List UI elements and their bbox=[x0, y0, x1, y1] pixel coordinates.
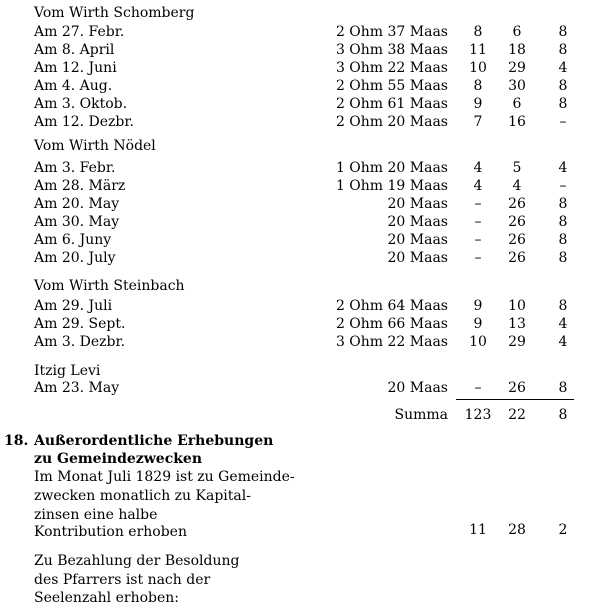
paragraph-value-b: 28 bbox=[508, 522, 526, 538]
entry-value-c: 8 bbox=[558, 250, 568, 266]
entry-value-b: 13 bbox=[508, 316, 526, 332]
entry-quantity: 20 Maas bbox=[387, 232, 448, 248]
entry-quantity: 2 Ohm 37 Maas bbox=[335, 24, 448, 40]
group-heading: Vom Wirth Nödel bbox=[34, 138, 156, 154]
entry-value-a: – bbox=[474, 250, 482, 266]
entry-quantity: 2 Ohm 64 Maas bbox=[335, 298, 448, 314]
entry-value-b: 29 bbox=[508, 60, 526, 76]
entry-value-a: – bbox=[474, 214, 482, 230]
entry-value-b: 16 bbox=[508, 114, 526, 130]
summa-value-a: 123 bbox=[464, 407, 492, 423]
entry-value-c: 8 bbox=[558, 298, 568, 314]
entry-quantity: 2 Ohm 66 Maas bbox=[335, 316, 448, 332]
section-number: 18. bbox=[4, 433, 29, 449]
entry-value-b: 26 bbox=[508, 250, 526, 266]
entry-value-c: 8 bbox=[558, 78, 568, 94]
entry-value-c: 8 bbox=[558, 214, 568, 230]
entry-value-a: – bbox=[474, 380, 482, 396]
entry-value-b: 26 bbox=[508, 232, 526, 248]
entry-value-a: 8 bbox=[473, 78, 483, 94]
entry-quantity: 3 Ohm 22 Maas bbox=[335, 334, 448, 350]
entry-quantity: 20 Maas bbox=[387, 214, 448, 230]
entry-value-a: – bbox=[474, 232, 482, 248]
entry-value-c: 8 bbox=[558, 24, 568, 40]
paragraph-line: Kontribution erhoben bbox=[34, 524, 187, 540]
entry-value-a: 9 bbox=[473, 96, 483, 112]
entry-quantity: 2 Ohm 20 Maas bbox=[335, 114, 448, 130]
entry-value-b: 26 bbox=[508, 214, 526, 230]
entry-value-c: – bbox=[559, 178, 567, 194]
entry-value-c: 8 bbox=[558, 196, 568, 212]
entry-value-b: 6 bbox=[512, 24, 522, 40]
entry-value-a: 9 bbox=[473, 316, 483, 332]
group-heading: Itzig Levi bbox=[34, 363, 101, 379]
entry-value-c: 4 bbox=[558, 316, 568, 332]
entry-date: Am 29. Sept. bbox=[34, 316, 126, 332]
entry-value-b: 5 bbox=[512, 160, 522, 176]
entry-value-b: 30 bbox=[508, 78, 526, 94]
paragraph-line: Zu Bezahlung der Besoldung bbox=[34, 553, 240, 569]
group-heading: Vom Wirth Steinbach bbox=[34, 278, 185, 294]
entry-value-b: 18 bbox=[508, 42, 526, 58]
paragraph-line: Seelenzahl erhoben: bbox=[34, 590, 180, 606]
entry-value-c: 8 bbox=[558, 380, 568, 396]
entry-date: Am 8. April bbox=[34, 42, 115, 58]
sum-rule bbox=[456, 399, 574, 400]
summa-label: Summa bbox=[394, 407, 448, 423]
entry-value-a: 7 bbox=[473, 114, 483, 130]
entry-date: Am 29. Juli bbox=[34, 298, 113, 314]
entry-value-b: 10 bbox=[508, 298, 526, 314]
entry-value-a: – bbox=[474, 196, 482, 212]
entry-value-b: 6 bbox=[512, 96, 522, 112]
entry-quantity: 20 Maas bbox=[387, 380, 448, 396]
entry-date: Am 23. May bbox=[34, 380, 120, 396]
entry-value-a: 10 bbox=[469, 334, 487, 350]
paragraph-line: zwecken monatlich zu Kapital- bbox=[34, 488, 251, 504]
entry-date: Am 20. May bbox=[34, 196, 120, 212]
entry-quantity: 1 Ohm 20 Maas bbox=[335, 160, 448, 176]
entry-value-a: 8 bbox=[473, 24, 483, 40]
entry-value-b: 26 bbox=[508, 196, 526, 212]
entry-quantity: 1 Ohm 19 Maas bbox=[335, 178, 448, 194]
entry-value-c: 4 bbox=[558, 160, 568, 176]
entry-value-b: 4 bbox=[512, 178, 522, 194]
entry-date: Am 12. Dezbr. bbox=[34, 114, 135, 130]
entry-value-b: 29 bbox=[508, 334, 526, 350]
entry-date: Am 3. Oktob. bbox=[34, 96, 128, 112]
entry-value-c: 8 bbox=[558, 42, 568, 58]
entry-date: Am 4. Aug. bbox=[34, 78, 113, 94]
entry-value-b: 26 bbox=[508, 380, 526, 396]
paragraph-value-a: 11 bbox=[469, 522, 487, 538]
entry-date: Am 27. Febr. bbox=[34, 24, 125, 40]
section-title-line-2: zu Gemeindezwecken bbox=[34, 451, 202, 467]
entry-date: Am 30. May bbox=[34, 214, 120, 230]
entry-value-a: 4 bbox=[473, 178, 483, 194]
paragraph-line: Im Monat Juli 1829 ist zu Gemeinde- bbox=[34, 469, 295, 485]
summa-value-b: 22 bbox=[508, 407, 526, 423]
entry-value-a: 4 bbox=[473, 160, 483, 176]
paragraph-line: zinsen eine halbe bbox=[34, 507, 158, 523]
entry-date: Am 3. Febr. bbox=[34, 160, 116, 176]
entry-value-c: 4 bbox=[558, 334, 568, 350]
entry-value-a: 11 bbox=[469, 42, 487, 58]
entry-quantity: 20 Maas bbox=[387, 196, 448, 212]
entry-value-c: – bbox=[559, 114, 567, 130]
entry-quantity: 3 Ohm 22 Maas bbox=[335, 60, 448, 76]
section-title-line-1: Außerordentliche Erhebungen bbox=[34, 433, 274, 449]
entry-value-a: 9 bbox=[473, 298, 483, 314]
entry-date: Am 20. July bbox=[34, 250, 116, 266]
entry-quantity: 2 Ohm 61 Maas bbox=[335, 96, 448, 112]
group-heading: Vom Wirth Schomberg bbox=[34, 5, 195, 21]
entry-date: Am 12. Juni bbox=[34, 60, 117, 76]
paragraph-line: des Pfarrers ist nach der bbox=[34, 572, 211, 588]
entry-quantity: 2 Ohm 55 Maas bbox=[335, 78, 448, 94]
entry-date: Am 3. Dezbr. bbox=[34, 334, 126, 350]
entry-value-c: 8 bbox=[558, 232, 568, 248]
entry-date: Am 6. Juny bbox=[34, 232, 112, 248]
summa-value-c: 8 bbox=[558, 407, 568, 423]
entry-value-a: 10 bbox=[469, 60, 487, 76]
paragraph-value-c: 2 bbox=[558, 522, 568, 538]
entry-date: Am 28. März bbox=[34, 178, 126, 194]
entry-quantity: 3 Ohm 38 Maas bbox=[335, 42, 448, 58]
entry-quantity: 20 Maas bbox=[387, 250, 448, 266]
entry-value-c: 8 bbox=[558, 96, 568, 112]
entry-value-c: 4 bbox=[558, 60, 568, 76]
